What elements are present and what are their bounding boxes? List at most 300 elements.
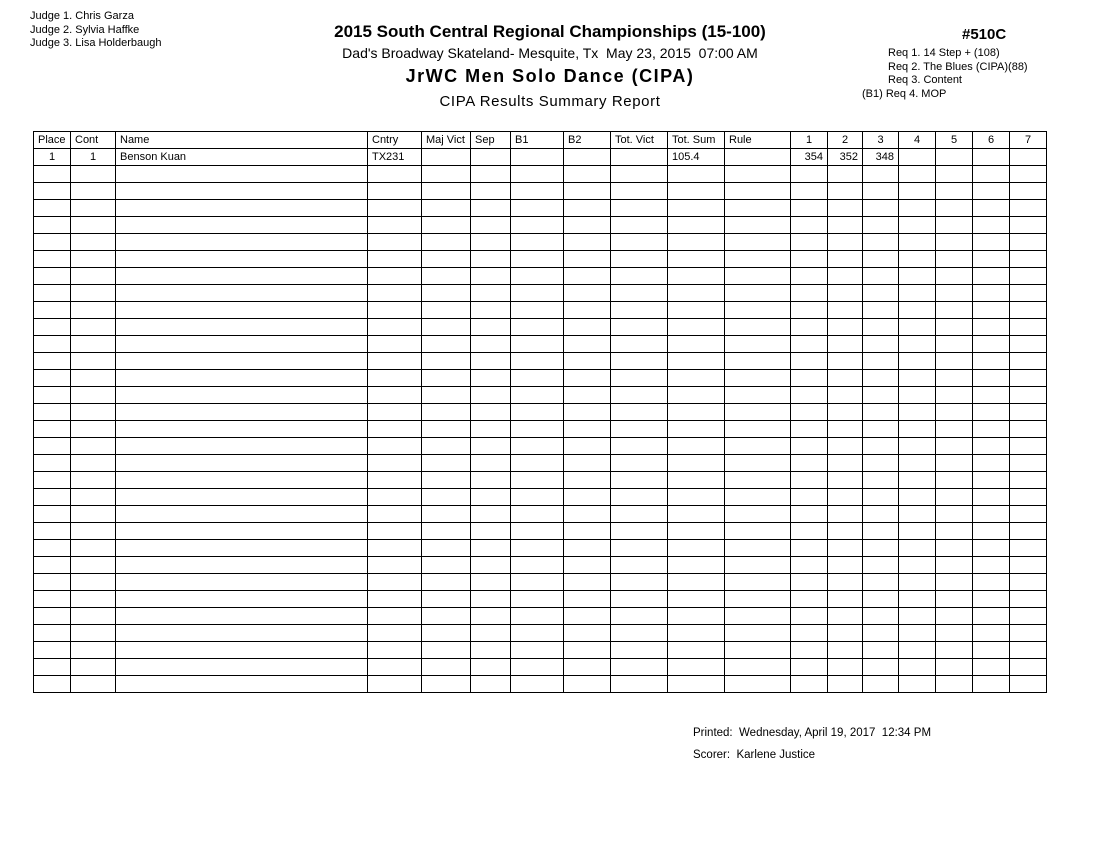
table-cell (863, 404, 899, 421)
table-cell (828, 404, 863, 421)
table-cell (71, 217, 116, 234)
table-cell (863, 472, 899, 489)
table-cell (368, 319, 422, 336)
table-cell (71, 200, 116, 217)
report-title: CIPA Results Summary Report (439, 93, 661, 110)
table-cell (471, 540, 511, 557)
table-cell (471, 183, 511, 200)
table-cell (828, 336, 863, 353)
table-cell (899, 183, 936, 200)
table-cell (1010, 166, 1047, 183)
table-cell (71, 404, 116, 421)
table-cell (564, 540, 611, 557)
table-cell (791, 200, 828, 217)
table-cell (471, 574, 511, 591)
table-cell (828, 625, 863, 642)
table-cell (668, 200, 725, 217)
table-cell (725, 268, 791, 285)
table-cell (511, 149, 564, 166)
table-cell (71, 659, 116, 676)
table-cell (422, 421, 471, 438)
table-cell (899, 302, 936, 319)
table-cell (471, 489, 511, 506)
judge-line: Judge 3. Lisa Holderbaugh (30, 37, 162, 49)
table-cell (936, 438, 973, 455)
table-cell (725, 591, 791, 608)
table-cell (936, 149, 973, 166)
table-row (34, 251, 1047, 268)
table-cell (34, 217, 71, 234)
table-cell (899, 591, 936, 608)
table-cell (116, 557, 368, 574)
table-cell (471, 659, 511, 676)
table-cell: 1 (34, 149, 71, 166)
table-cell (899, 166, 936, 183)
table-row (34, 659, 1047, 676)
table-cell (828, 234, 863, 251)
table-cell (511, 302, 564, 319)
table-cell (368, 370, 422, 387)
table-cell (973, 336, 1010, 353)
table-cell (936, 302, 973, 319)
table-cell (34, 319, 71, 336)
table-row (34, 523, 1047, 540)
table-cell (828, 387, 863, 404)
table-cell (611, 319, 668, 336)
table-cell (899, 319, 936, 336)
table-cell (564, 404, 611, 421)
table-cell (725, 574, 791, 591)
table-cell (511, 472, 564, 489)
table-cell (936, 251, 973, 268)
table-cell (511, 489, 564, 506)
table-cell (973, 591, 1010, 608)
table-cell (422, 455, 471, 472)
table-cell (368, 523, 422, 540)
table-cell (611, 591, 668, 608)
table-cell (899, 608, 936, 625)
table-row (34, 438, 1047, 455)
table-cell (828, 557, 863, 574)
table-cell (668, 557, 725, 574)
table-row (34, 591, 1047, 608)
table-cell (973, 676, 1010, 693)
table-cell (511, 421, 564, 438)
table-cell (668, 183, 725, 200)
table-cell (899, 149, 936, 166)
table-cell (368, 353, 422, 370)
table-cell (828, 472, 863, 489)
table-header-row (34, 132, 1047, 149)
table-cell (34, 591, 71, 608)
table-cell (368, 591, 422, 608)
table-cell (471, 319, 511, 336)
table-cell (863, 268, 899, 285)
table-cell (422, 251, 471, 268)
table-cell (34, 268, 71, 285)
table-cell (368, 217, 422, 234)
table-row (34, 574, 1047, 591)
table-cell (422, 540, 471, 557)
table-cell (611, 557, 668, 574)
table-cell (34, 302, 71, 319)
table-cell (899, 336, 936, 353)
table-cell (1010, 472, 1047, 489)
table-cell (899, 574, 936, 591)
table-cell (34, 489, 71, 506)
table-cell (71, 472, 116, 489)
table-cell (725, 421, 791, 438)
table-cell (1010, 353, 1047, 370)
table-cell (668, 523, 725, 540)
table-cell (1010, 455, 1047, 472)
table-cell (422, 404, 471, 421)
table-cell (116, 251, 368, 268)
table-cell (791, 642, 828, 659)
column-header: Sep (471, 132, 511, 149)
table-cell (71, 608, 116, 625)
table-cell (34, 506, 71, 523)
table-cell (973, 302, 1010, 319)
table-cell (668, 268, 725, 285)
table-cell (611, 608, 668, 625)
table-cell (471, 217, 511, 234)
table-cell (1010, 557, 1047, 574)
table-cell (725, 625, 791, 642)
table-cell (936, 336, 973, 353)
table-body (34, 149, 1047, 693)
table-cell (611, 336, 668, 353)
table-cell (611, 387, 668, 404)
table-cell (828, 523, 863, 540)
table-cell (828, 268, 863, 285)
table-cell (973, 659, 1010, 676)
table-cell (1010, 336, 1047, 353)
table-cell (668, 506, 725, 523)
table-cell (1010, 540, 1047, 557)
column-header: Name (116, 132, 368, 149)
table-cell (668, 387, 725, 404)
table-cell (1010, 574, 1047, 591)
table-cell (1010, 251, 1047, 268)
table-cell (116, 166, 368, 183)
table-cell (564, 608, 611, 625)
table-cell (471, 438, 511, 455)
table-cell (863, 217, 899, 234)
table-cell (422, 166, 471, 183)
table-cell (564, 268, 611, 285)
table-cell (863, 625, 899, 642)
table-cell (863, 336, 899, 353)
table-cell (936, 489, 973, 506)
column-header: 7 (1010, 132, 1047, 149)
table-cell (471, 676, 511, 693)
table-cell (791, 251, 828, 268)
table-cell (368, 387, 422, 404)
table-cell (71, 370, 116, 387)
table-cell (828, 200, 863, 217)
table-cell (71, 523, 116, 540)
table-cell (471, 251, 511, 268)
table-cell (791, 234, 828, 251)
table-cell (828, 438, 863, 455)
table-cell (116, 676, 368, 693)
table-cell (34, 676, 71, 693)
table-cell (368, 166, 422, 183)
table-cell (368, 642, 422, 659)
table-row (34, 183, 1047, 200)
table-cell (828, 421, 863, 438)
table-cell (71, 183, 116, 200)
table-cell (899, 387, 936, 404)
table-cell (1010, 676, 1047, 693)
table-cell (564, 217, 611, 234)
table-row (34, 370, 1047, 387)
table-cell (564, 574, 611, 591)
table-cell (863, 302, 899, 319)
table-cell (511, 387, 564, 404)
table-cell (368, 421, 422, 438)
table-cell (973, 149, 1010, 166)
printed-line: Printed: Wednesday, April 19, 2017 12:34 PM (693, 727, 932, 739)
table-cell (116, 268, 368, 285)
table-cell (564, 523, 611, 540)
table-cell (511, 625, 564, 642)
table-cell (899, 370, 936, 387)
table-cell (116, 438, 368, 455)
table-cell (611, 540, 668, 557)
table-cell (936, 166, 973, 183)
table-cell (564, 353, 611, 370)
table-cell (973, 387, 1010, 404)
table-cell (471, 608, 511, 625)
table-cell (71, 557, 116, 574)
table-cell (936, 676, 973, 693)
venue-date-line: Dad's Broadway Skateland- Mesquite, Tx May 23, 2015 07:00 AM (342, 45, 758, 61)
table-cell (791, 387, 828, 404)
table-cell (973, 217, 1010, 234)
table-cell (368, 455, 422, 472)
table-cell (791, 302, 828, 319)
table-cell (422, 387, 471, 404)
table-row (34, 404, 1047, 421)
table-cell (863, 591, 899, 608)
table-cell (791, 319, 828, 336)
table-cell (564, 591, 611, 608)
table-cell (511, 336, 564, 353)
table-cell (863, 251, 899, 268)
table-cell (973, 557, 1010, 574)
table-cell (725, 489, 791, 506)
table-cell: 348 (863, 149, 899, 166)
table-cell (116, 489, 368, 506)
table-row (34, 200, 1047, 217)
table-cell (422, 183, 471, 200)
table-cell (936, 421, 973, 438)
table-cell (564, 438, 611, 455)
table-cell (973, 540, 1010, 557)
table-cell (71, 625, 116, 642)
table-cell (511, 404, 564, 421)
table-cell (936, 370, 973, 387)
table-cell (511, 353, 564, 370)
table-cell (611, 404, 668, 421)
table-cell (863, 676, 899, 693)
table-cell (828, 659, 863, 676)
table-cell (471, 506, 511, 523)
table-cell (71, 251, 116, 268)
table-cell (668, 540, 725, 557)
table-cell (791, 540, 828, 557)
table-cell (936, 557, 973, 574)
table-cell (116, 455, 368, 472)
table-cell (791, 370, 828, 387)
table-cell (1010, 438, 1047, 455)
table-cell (791, 353, 828, 370)
table-cell (668, 591, 725, 608)
table-cell (611, 625, 668, 642)
table-cell (611, 353, 668, 370)
table-cell (936, 387, 973, 404)
table-cell (1010, 591, 1047, 608)
table-cell (116, 336, 368, 353)
table-cell (668, 625, 725, 642)
table-cell (34, 353, 71, 370)
table-cell (116, 574, 368, 591)
table-cell (511, 438, 564, 455)
table-cell (791, 506, 828, 523)
table-cell (116, 642, 368, 659)
table-cell (116, 540, 368, 557)
table-cell (668, 285, 725, 302)
table-cell (564, 489, 611, 506)
table-cell (368, 659, 422, 676)
table-cell (471, 166, 511, 183)
table-cell (564, 455, 611, 472)
table-row (34, 676, 1047, 693)
table-cell (973, 574, 1010, 591)
table-cell (936, 523, 973, 540)
results-table (33, 131, 1047, 693)
table-cell (791, 285, 828, 302)
table-cell (899, 506, 936, 523)
table-cell (564, 183, 611, 200)
table-cell (611, 268, 668, 285)
table-cell (725, 251, 791, 268)
table-cell (116, 472, 368, 489)
table-cell (1010, 370, 1047, 387)
table-cell (471, 455, 511, 472)
table-cell (791, 183, 828, 200)
table-cell (668, 455, 725, 472)
table-cell (828, 166, 863, 183)
table-cell (116, 387, 368, 404)
table-cell (936, 285, 973, 302)
table-cell (973, 251, 1010, 268)
table-cell (368, 574, 422, 591)
table-cell (422, 319, 471, 336)
table-cell (34, 370, 71, 387)
table-cell (422, 523, 471, 540)
table-cell (422, 200, 471, 217)
table-cell (973, 438, 1010, 455)
table-cell (511, 234, 564, 251)
table-cell: 105.4 (668, 149, 725, 166)
table-cell (899, 472, 936, 489)
table-cell (34, 574, 71, 591)
table-cell (936, 268, 973, 285)
table-cell (471, 302, 511, 319)
table-cell (368, 234, 422, 251)
table-cell (116, 200, 368, 217)
table-cell (863, 557, 899, 574)
table-cell (116, 506, 368, 523)
table-cell (899, 540, 936, 557)
table-cell (368, 404, 422, 421)
table-cell (511, 676, 564, 693)
table-cell (471, 200, 511, 217)
table-cell (611, 574, 668, 591)
table-cell: 1 (71, 149, 116, 166)
table-row (34, 489, 1047, 506)
table-cell (863, 319, 899, 336)
table-cell (973, 642, 1010, 659)
table-cell (973, 489, 1010, 506)
table-cell (725, 319, 791, 336)
table-cell (828, 489, 863, 506)
table-cell (368, 625, 422, 642)
table-cell (828, 676, 863, 693)
table-cell (564, 676, 611, 693)
table-row (34, 455, 1047, 472)
table-cell (34, 421, 71, 438)
table-row (34, 472, 1047, 489)
table-cell (791, 268, 828, 285)
table-cell (828, 217, 863, 234)
table-cell (936, 183, 973, 200)
table-cell (471, 523, 511, 540)
table-cell (611, 676, 668, 693)
table-cell (564, 625, 611, 642)
table-cell (564, 472, 611, 489)
table-cell (828, 540, 863, 557)
table-cell (725, 676, 791, 693)
table-cell (611, 455, 668, 472)
table-cell (422, 472, 471, 489)
table-cell (71, 285, 116, 302)
table-cell (116, 234, 368, 251)
table-cell (564, 251, 611, 268)
table-cell (668, 404, 725, 421)
table-cell (863, 574, 899, 591)
table-cell (368, 472, 422, 489)
table-row (34, 557, 1047, 574)
table-cell (863, 540, 899, 557)
table-cell (368, 285, 422, 302)
table-cell (725, 183, 791, 200)
table-cell (71, 489, 116, 506)
table-cell (791, 421, 828, 438)
table-cell (1010, 302, 1047, 319)
table-cell (471, 625, 511, 642)
table-cell (668, 217, 725, 234)
table-cell (668, 166, 725, 183)
table-cell (368, 251, 422, 268)
table-cell (791, 574, 828, 591)
table-cell (863, 200, 899, 217)
table-cell (791, 523, 828, 540)
table-cell (725, 200, 791, 217)
